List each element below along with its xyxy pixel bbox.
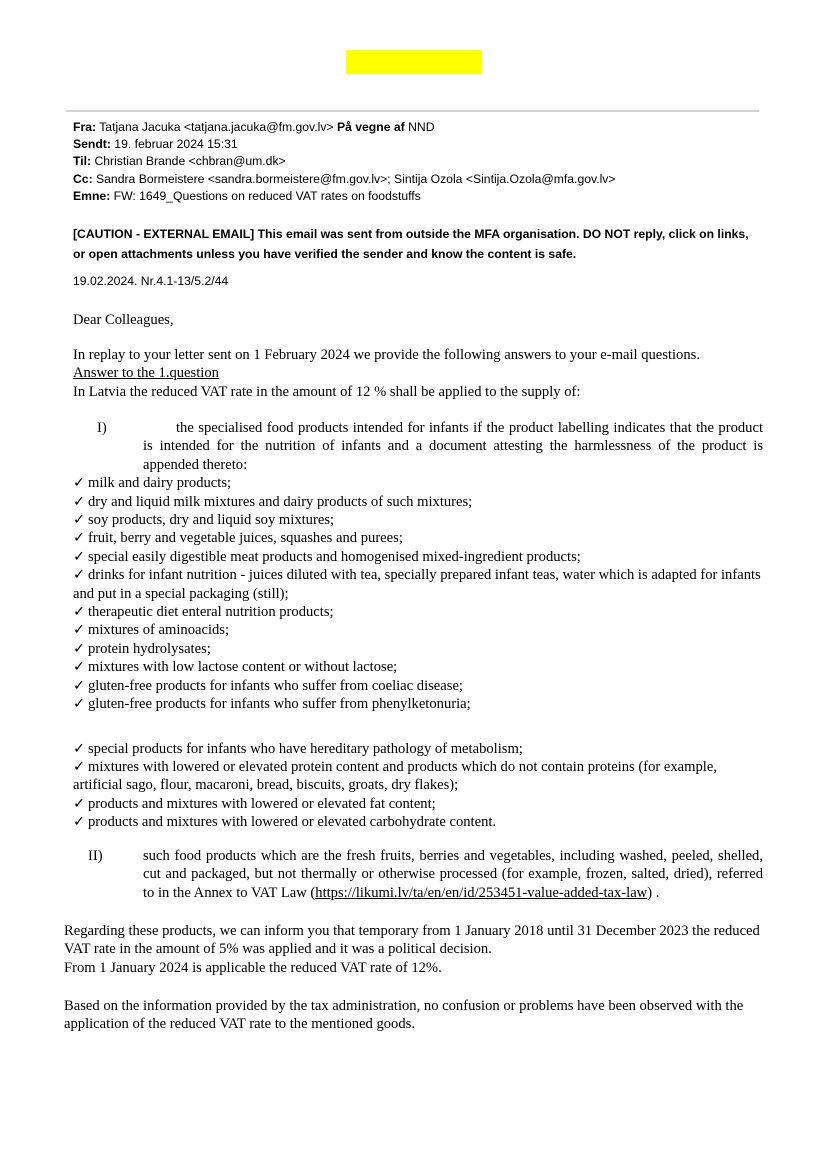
on-behalf-label: På vegne af (336, 120, 405, 134)
section-one (73, 419, 763, 832)
checkmark-icon: ✓ (73, 640, 86, 657)
external-email-caution: [CAUTION - EXTERNAL EMAIL] This email was sent from outside the MFA organisation. DO NOT reply, click on links, or open attachments unless you have verified the sender and know the content is safe. (73, 227, 749, 261)
checklist-item-text: special products for infants who have hereditary pathology of metabolism; (88, 740, 523, 757)
checkmark-icon: ✓ (73, 512, 86, 529)
vat-law-link[interactable]: https://likumi.lv/ta/en/en/id/253451-value-added-tax-law (315, 884, 648, 901)
checklist-item-text: special easily digestible meat products and homogenised mixed-ingredient products; (88, 548, 581, 565)
checklist-item-text: mixtures with low lactose content or without lactose; (88, 659, 398, 676)
checklist-item-text: gluten-free products for infants who suffer from phenylketonuria; (88, 696, 471, 713)
on-behalf-value: NND (404, 120, 435, 134)
checklist-item-text: protein hydrolysates; (88, 640, 211, 657)
greeting: Dear Colleagues, (73, 312, 174, 328)
checklist-item-text: soy products, dry and liquid soy mixtures; (88, 512, 335, 529)
checklist-item-text: products and mixtures with lowered or elevated fat content; (88, 795, 436, 812)
closing-line-1: Regarding these products, we can inform you that temporary from 1 January 2018 until 31 December 2023 the reduced VAT rate in the amount of 5% was applied and it was a political decision. (64, 923, 760, 958)
intro (73, 346, 773, 401)
checklist-item (73, 813, 763, 831)
checkmark-icon: ✓ (73, 696, 86, 713)
checkmark-icon: ✓ (73, 795, 86, 812)
checklist-item-text: fruit, berry and vegetable juices, squashes and purees; (88, 530, 403, 547)
redaction-highlight (346, 50, 482, 74)
checkmark-icon: ✓ (73, 677, 86, 694)
checklist-item (73, 511, 763, 529)
section-one-item (73, 419, 763, 474)
checklist-item-text: milk and dairy products; (88, 475, 232, 492)
to-label: Til: (73, 154, 92, 169)
final-paragraph: Based on the information provided by the tax administration, no confusion or problems have been observed with the application of the reduced VAT rate to the mentioned goods. (64, 998, 744, 1033)
section-two (73, 847, 763, 902)
checklist-item-text: drinks for infant nutrition - juices diluted with tea, specially prepared infant teas, water which is adapted for infants and put in a special packaging (still); (73, 567, 761, 602)
sent-row (73, 136, 773, 153)
from-row (73, 119, 773, 136)
checklist-item (73, 740, 763, 758)
checklist-item (73, 658, 763, 676)
checklist-item (73, 566, 763, 603)
section-two-text-before: such food products which are the fresh fruits, berries and vegetables, including washed, peeled, shelled, cut and packaged, but not thermally or otherwise processed (for example, frozen, salted, dried), referred to in the Annex to VAT Law ( (143, 848, 763, 901)
section-one-text (143, 419, 763, 474)
section-two-text (143, 847, 763, 902)
answer-heading: Answer to the 1.question (73, 365, 219, 382)
checklist-item (73, 474, 763, 492)
intro-line: In replay to your letter sent on 1 February 2024 we provide the following answers to your e-mail questions. (73, 347, 700, 363)
checkmark-icon: ✓ (73, 567, 86, 584)
checkmark-icon: ✓ (73, 740, 86, 757)
checkmark-icon: ✓ (73, 475, 86, 492)
to-row (73, 153, 773, 170)
checklist-item (73, 529, 763, 547)
checklist-item-text: therapeutic diet enteral nutrition products; (88, 604, 334, 621)
closing-paragraph (64, 922, 764, 977)
checklist-item (73, 493, 763, 511)
cc-value: Sandra Bormeistere <sandra.bormeistere@fm.gov.lv>; Sintija Ozola <Sintija.Ozola@mfa.gov.lv> (92, 171, 616, 186)
from-value: Tatjana Jacuka <tatjana.jacuka@fm.gov.lv> (96, 120, 337, 134)
email-header (73, 119, 773, 205)
checklist-item (73, 621, 763, 639)
checkmark-icon: ✓ (73, 493, 86, 510)
checklist-item (73, 603, 763, 621)
checkmark-icon: ✓ (73, 622, 86, 639)
section-two-number: II) (88, 848, 103, 864)
reference-number: 19.02.2024. Nr.4.1-13/5.2/44 (73, 274, 229, 288)
checkmark-icon: ✓ (73, 604, 86, 621)
checklist-item-text: dry and liquid milk mixtures and dairy products of such mixtures; (88, 493, 473, 510)
checklist-special-products (73, 740, 763, 832)
section-two-item (73, 847, 763, 902)
subject-row (73, 188, 773, 205)
header-divider (66, 110, 759, 112)
checkmark-icon: ✓ (73, 530, 86, 547)
cc-label: Cc: (73, 171, 93, 186)
to-value: Christian Brande <chbran@um.dk> (91, 154, 286, 169)
subject-value: FW: 1649_Questions on reduced VAT rates on foodstuffs (110, 188, 421, 203)
checklist-item (73, 695, 763, 713)
checkmark-icon: ✓ (73, 758, 86, 775)
checkmark-icon: ✓ (73, 548, 86, 565)
checkmark-icon: ✓ (73, 814, 86, 831)
section-one-number: I) (97, 420, 107, 436)
intro-rate-line: In Latvia the reduced VAT rate in the amount of 12 % shall be applied to the supply of: (73, 383, 581, 400)
checklist-item (73, 758, 763, 795)
checkmark-icon: ✓ (73, 659, 86, 676)
cc-row (73, 171, 773, 188)
subject-label: Emne: (73, 188, 111, 203)
checklist-item (73, 795, 763, 813)
checklist-item-text: mixtures with lowered or elevated protein content and products which do not contain proteins (for example, artificial sago, flour, macaroni, bread, biscuits, groats, dry flakes); (73, 758, 717, 794)
checklist-item (73, 640, 763, 658)
closing-line-2: From 1 January 2024 is applicable the reduced VAT rate of 12%. (64, 959, 442, 976)
sent-value: 19. februar 2024 15:31 (110, 137, 238, 152)
checklist-item (73, 677, 763, 695)
section-two-text-after: ) . (647, 884, 660, 901)
section-one-paragraph: the specialised food products intended for infants if the product labelling indicates that the product is intended for the nutrition of infants and a document attesting the harmlessness of the product is appended thereto: (143, 420, 763, 473)
from-label: Fra: (73, 120, 97, 134)
checklist-item (73, 548, 763, 566)
checklist-item-text: mixtures of aminoacids; (88, 622, 230, 639)
checklist-item-text: gluten-free products for infants who suffer from coeliac disease; (88, 677, 463, 694)
sent-label: Sendt: (73, 137, 111, 152)
checklist-item-text: products and mixtures with lowered or elevated carbohydrate content. (88, 814, 497, 831)
checklist-infant-products (73, 474, 763, 713)
